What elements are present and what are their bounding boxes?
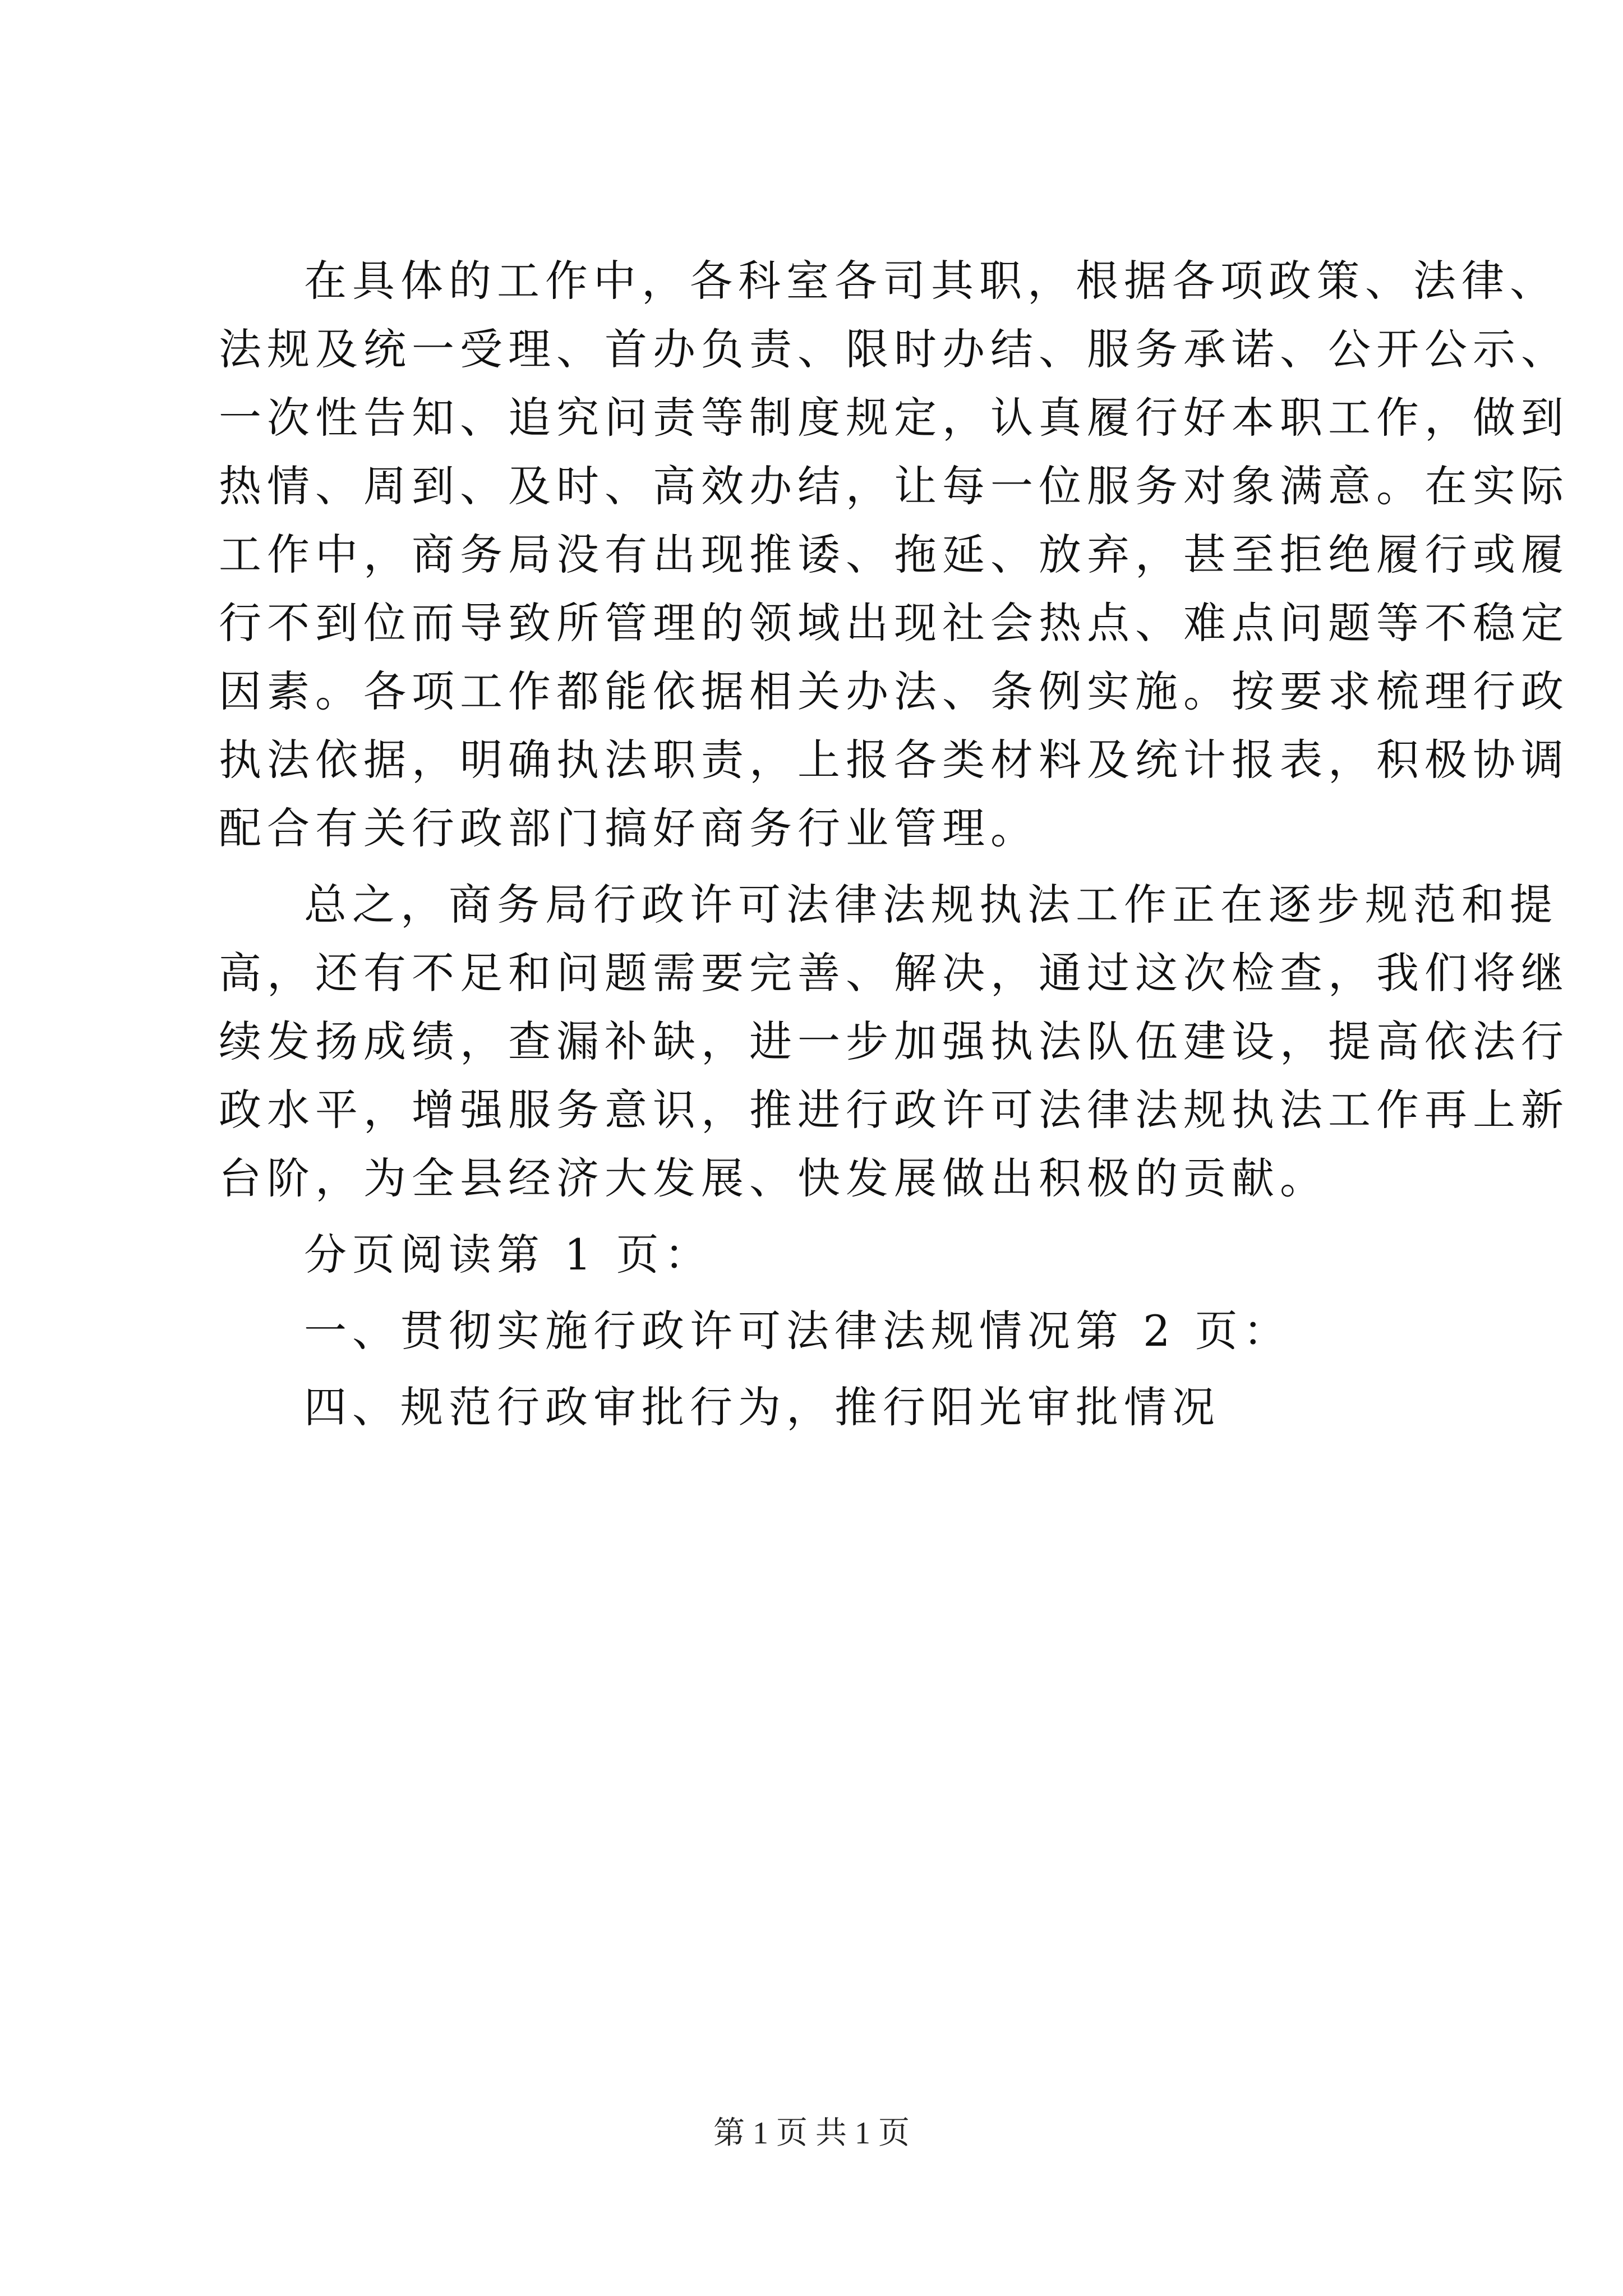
document-body [219, 247, 1569, 1442]
paragraph-work-duties [219, 247, 1569, 863]
paragraph-line: 法规及统一受理、首办负责、限时办结、服务承诺、公开公示、 [219, 324, 1569, 374]
paragraph-line: 行不到位而导致所管理的领域出现社会热点、难点问题等不稳定 [219, 598, 1569, 648]
paragraph-line: 总之，商务局行政许可法律法规执法工作正在逐步规范和提 [304, 880, 1558, 930]
page-navigation-links [219, 1221, 1419, 1442]
paragraph-line: 续发扬成绩，查漏补缺，进一步加强执法队伍建设，提高依法行 [219, 1016, 1569, 1066]
paragraph-line: 高，还有不足和问题需要完善、解决，通过这次检查，我们将继 [219, 948, 1569, 998]
paragraph-line: 热情、周到、及时、高效办结，让每一位服务对象满意。在实际 [219, 461, 1569, 511]
paragraph-line: 在具体的工作中，各科室各司其职，根据各项政策、法律、 [304, 256, 1558, 306]
paragraph-line: 执法依据，明确执法职责，上报各类材料及统计报表，积极协调 [219, 735, 1569, 785]
page-link-3[interactable]: 四、规范行政审批行为，推行阳光审批情况 [304, 1382, 1220, 1432]
paragraph-line: 配合有关行政部门搞好商务行业管理。 [219, 803, 1039, 853]
paragraph-line: 一次性告知、追究问责等制度规定，认真履行好本职工作，做到 [219, 393, 1569, 443]
page-number-footer: 第 1 页 共 1 页 [713, 2116, 910, 2151]
paragraph-line: 政水平，增强服务意识，推进行政许可法律法规执法工作再上新 [219, 1085, 1569, 1135]
paragraph-line: 工作中，商务局没有出现推诿、拖延、放弃，甚至拒绝履行或履 [219, 530, 1569, 579]
page-link-2[interactable]: 一、贯彻实施行政许可法律法规情况第 2 页： [304, 1306, 1292, 1356]
paragraph-summary [219, 871, 1569, 1213]
paragraph-line: 台阶，为全县经济大发展、快发展做出积极的贡献。 [219, 1153, 1328, 1203]
paragraph-line: 因素。各项工作都能依据相关办法、条例实施。按要求梳理行政 [219, 666, 1569, 716]
page-link-1[interactable]: 分页阅读第 1 页： [304, 1230, 713, 1280]
